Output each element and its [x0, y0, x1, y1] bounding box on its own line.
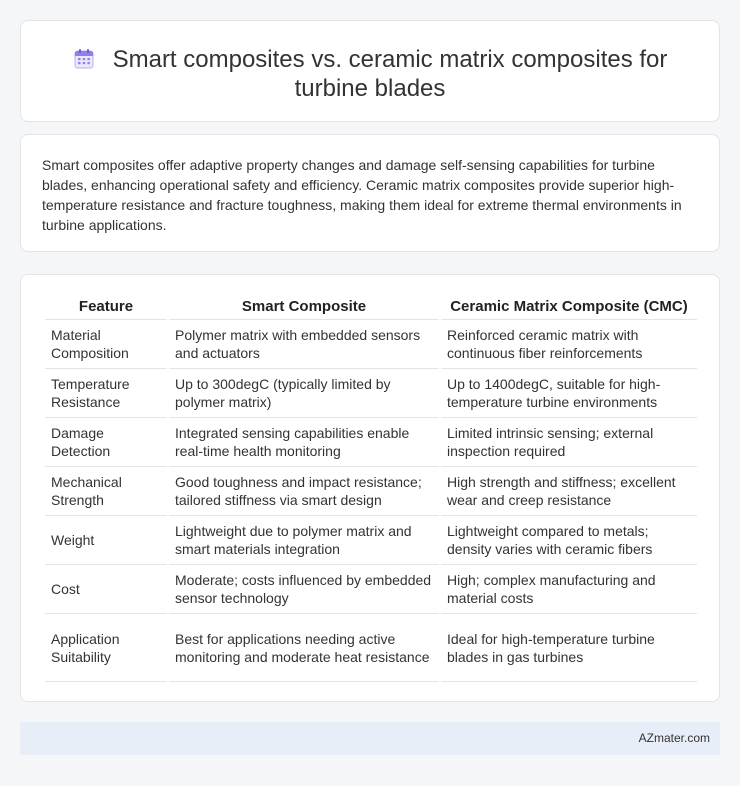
calendar-icon: [73, 48, 95, 70]
table-row: [45, 614, 697, 682]
table-row: [45, 418, 697, 467]
cmc-cell: Reinforced ceramic matrix with continuous fiber reinforcements: [441, 320, 697, 369]
feature-cell: Temperature Resistance: [45, 369, 167, 418]
smart-cell: Good toughness and impact resistance; tailored stiffness via smart design: [169, 467, 439, 516]
page-title: [21, 45, 719, 103]
summary-card: [20, 134, 720, 252]
table-row: [45, 516, 697, 565]
cmc-cell: Limited intrinsic sensing; external inspection required: [441, 418, 697, 467]
cmc-cell: High strength and stiffness; excellent wear and creep resistance: [441, 467, 697, 516]
cmc-cell: Ideal for high-temperature turbine blades in gas turbines: [441, 614, 697, 682]
smart-cell: Polymer matrix with embedded sensors and actuators: [169, 320, 439, 369]
feature-cell: Cost: [45, 565, 167, 614]
title-card: [20, 20, 720, 122]
feature-cell: Mechanical Strength: [45, 467, 167, 516]
cmc-cell: High; complex manufacturing and material costs: [441, 565, 697, 614]
feature-cell: Application Suitability: [45, 614, 167, 682]
table-header-row: [45, 295, 697, 320]
table-row: [45, 320, 697, 369]
table-row: [45, 565, 697, 614]
column-header-cmc: Ceramic Matrix Composite (CMC): [441, 295, 697, 320]
summary-text: Smart composites offer adaptive property changes and damage self-sensing capabilities for turbine blades, enhancing operational safety and efficiency. Ceramic matrix composites provide superior high-temperature resistance and fracture toughness, making them ideal for extreme thermal environments in turbine applications.: [42, 157, 682, 233]
smart-cell: Lightweight due to polymer matrix and smart materials integration: [169, 516, 439, 565]
feature-cell: Material Composition: [45, 320, 167, 369]
column-header-smart: Smart Composite: [169, 295, 439, 320]
table-row: [45, 369, 697, 418]
comparison-table: [43, 295, 699, 682]
cmc-cell: Up to 1400degC, suitable for high-temperature turbine environments: [441, 369, 697, 418]
comparison-table-card: [20, 274, 720, 702]
footer: [20, 722, 720, 755]
cmc-cell: Lightweight compared to metals; density varies with ceramic fibers: [441, 516, 697, 565]
smart-cell: Up to 300degC (typically limited by polymer matrix): [169, 369, 439, 418]
feature-cell: Weight: [45, 516, 167, 565]
title-line-1: Smart composites vs. ceramic matrix composites for: [112, 46, 668, 73]
title-line-2: turbine blades: [294, 75, 446, 102]
smart-cell: Moderate; costs influenced by embedded sensor technology: [169, 565, 439, 614]
smart-cell: Best for applications needing active monitoring and moderate heat resistance: [169, 614, 439, 682]
feature-cell: Damage Detection: [45, 418, 167, 467]
smart-cell: Integrated sensing capabilities enable real-time health monitoring: [169, 418, 439, 467]
footer-site-link[interactable]: AZmater.com: [638, 731, 710, 745]
column-header-feature: Feature: [45, 295, 167, 320]
table-row: [45, 467, 697, 516]
